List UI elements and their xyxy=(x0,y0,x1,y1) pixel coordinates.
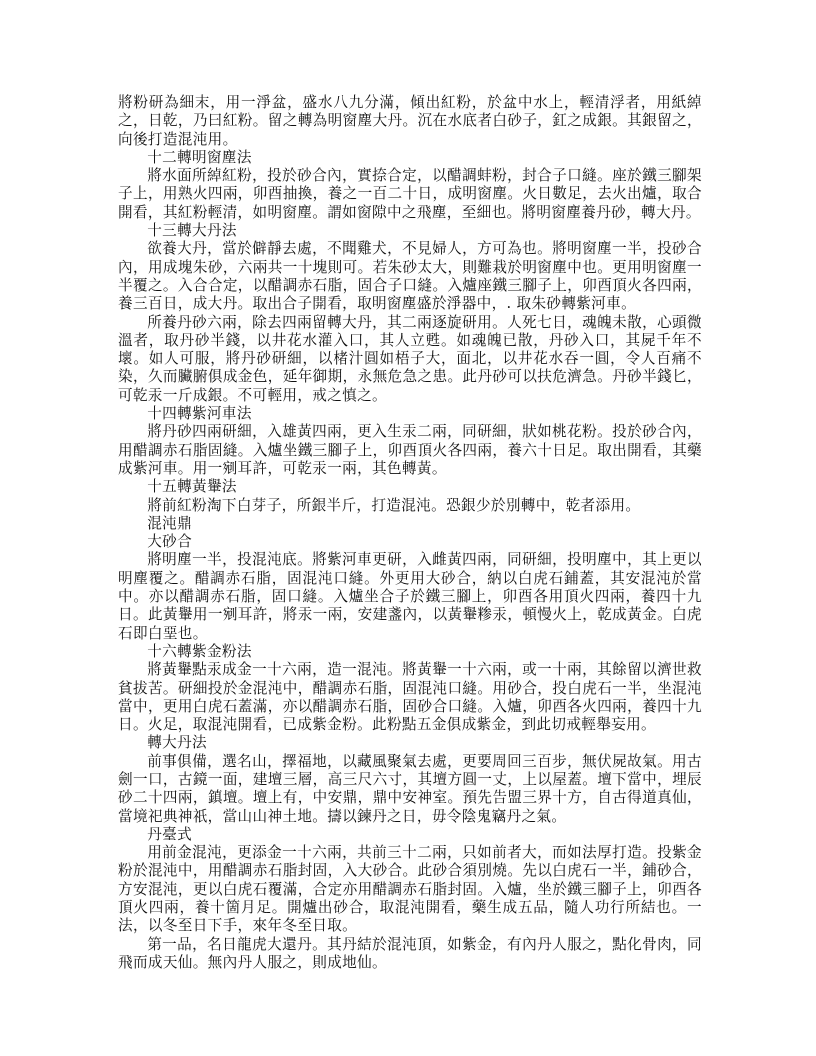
section-heading: 丹臺式 xyxy=(147,825,193,843)
section-heading: 十六轉紫金粉法 xyxy=(147,642,252,660)
section-heading: 十四轉紫河車法 xyxy=(147,405,252,423)
paragraph: 用前金混沌，更添金一十六兩，共前三十二兩，只如前者大，而如法厚打造。投紫金粉於混沌中，用醋調赤石脂封固，入大砂合。此砂合須別燒。先以白虎石一半，鋪砂合，方安混沌，更以白虎石覆滿，合定亦用醋調赤石脂封固。入爐，坐於鐵三腳子上，卯酉各頂火四兩，養十箇月足。開爐出砂合，取混沌開看，藥生成五品，隨人功行所結也。一法，以冬至日下手，來年冬至日取。 xyxy=(118,844,702,935)
paragraph: 所養丹砂六兩，除去四兩留轉大丹，其二兩逐旋研用。人死七日，魂魄未散，心頭微溫者，取丹砂半錢，以井花水灌入口，其人立甦。如魂魄已散，丹砂入口，其屍千年不壞。如人可服，將丹砂研細，以楮汁圓如梧子大，面北，以井花水吞一圓，令人百痛不染，久而臟腑俱成金色，延年御期，永無危急之患。此丹砂可以扶危濟急。丹砂半錢匕，可乾汞一斤成銀。不可輕用，戒之慎之。 xyxy=(118,313,702,404)
paragraph: 將明塵一半，投混沌底。將紫河車更研，入雌黃四兩，同研細，投明塵中，其上更以明塵覆之。醋調赤石脂，固混沌口縫。外更用大砂合，納以白虎石鋪蓋，其安混沌於當中。亦以醋調赤石脂，固口縫。入爐坐合子於鐵三腳上，卯酉各用頂火四兩，養四十九日。此黃轝用一剜耳許，將汞一兩，安建盞內，以黃轝糁汞，頓慢火上，乾成黃金。白虎石即白堊也。 xyxy=(118,551,702,642)
paragraph: 將前紅粉淘下白芽子，所銀半斤，打造混沌。恐銀少於別轉中，乾者添用。 xyxy=(147,496,641,514)
paragraph: 前事俱備，選名山，擇福地，以藏風聚氣去處，更要周回三百步，無伏屍故氣。用古劍一口，古鏡一面，建壇三層，高三尺六寸，其壇方圓一丈，上以屋蓋。壇下當中，埋辰砂二十四兩，鎮壇。壇上有，中安鼎，鼎中安神室。預先告盟三界十方，自古得道真仙，當境祀典神祇，當山山神土地。擣以鍊丹之日，毋令陰鬼竊丹之氣。 xyxy=(118,752,702,825)
section-heading: 混沌鼎 xyxy=(147,514,193,532)
section-heading: 轉大丹法 xyxy=(147,734,207,752)
paragraph: 欲養大丹，當於僻靜去處，不聞雞犬，不見婦人，方可為也。將明窗塵一半，投砂合內，用成塊朱砂，六兩共一十塊則可。若朱砂太大，則難栽於明窗塵中也。更用明窗塵一半覆之。入合合定，以醋調赤石脂，固合子口縫。入爐座鐵三腳子上，卯酉頂火各四兩，養三百日，成大丹。取出合子開看，取明窗塵盛於淨器中，. 取朱砂轉紫河車。 xyxy=(118,240,702,313)
section-heading: 十二轉明窗塵法 xyxy=(147,148,252,166)
document-body xyxy=(118,94,702,972)
section-heading: 十五轉黃轝法 xyxy=(147,478,237,496)
paragraph: 將粉研為細末，用一淨盆，盛水八九分滿，傾出紅粉，於盆中水上，輕清浮者，用紙綽之，日乾，乃曰紅粉。留之轉為明窗塵大丹。沉在水底者白砂子，釭之成銀。其銀留之，向後打造混沌用。 xyxy=(118,94,702,148)
paragraph: 將水面所綽紅粉，投於砂合內，實捺合定，以醋調蚌粉，封合子口縫。座於鐵三腳架子上，用熟火四兩，卯酉抽換，養之一百二十日，成明窗塵。火日數足，去火出爐，取合開看，其紅粉輕清，如明窗塵。謂如窗隙中之飛塵，至細也。將明窗塵養丹砂，轉大丹。 xyxy=(118,167,702,221)
paragraph: 第一品，名日龍虎大還丹。其丹結於混沌頂，如紫金，有內丹人服之，點化骨肉，同飛而成天仙。無內丹人服之，則成地仙。 xyxy=(118,935,702,971)
section-heading: 十三轉大丹法 xyxy=(147,222,237,240)
section-heading: 大砂合 xyxy=(147,533,193,551)
paragraph: 將丹砂四兩研細，入雄黃四兩，更入生汞二兩，同研細，狀如桃花粉。投於砂合內，用醋調赤石脂固縫。入爐坐鐵三腳子上，卯酉頂火各四兩，養六十日足。取出開看，其藥成紫河車。用一剜耳許，可乾汞一兩，其色轉黃。 xyxy=(118,423,702,477)
paragraph: 將黃轝點汞成金一十六兩，造一混沌。將黃轝一十六兩，或一十兩，其餘留以濟世救貧拔苦。研細投於金混沌中，醋調赤石脂，固混沌口縫。用砂合，投白虎石一半，坐混沌當中，更用白虎石蓋滿，亦以醋調赤石脂，固砂合口縫。入爐，卯酉各火四兩，養四十九日。火足，取混沌開看，已成紫金粉。此粉點五金俱成紫金，到此切戒輕舉妄用。 xyxy=(118,661,702,734)
